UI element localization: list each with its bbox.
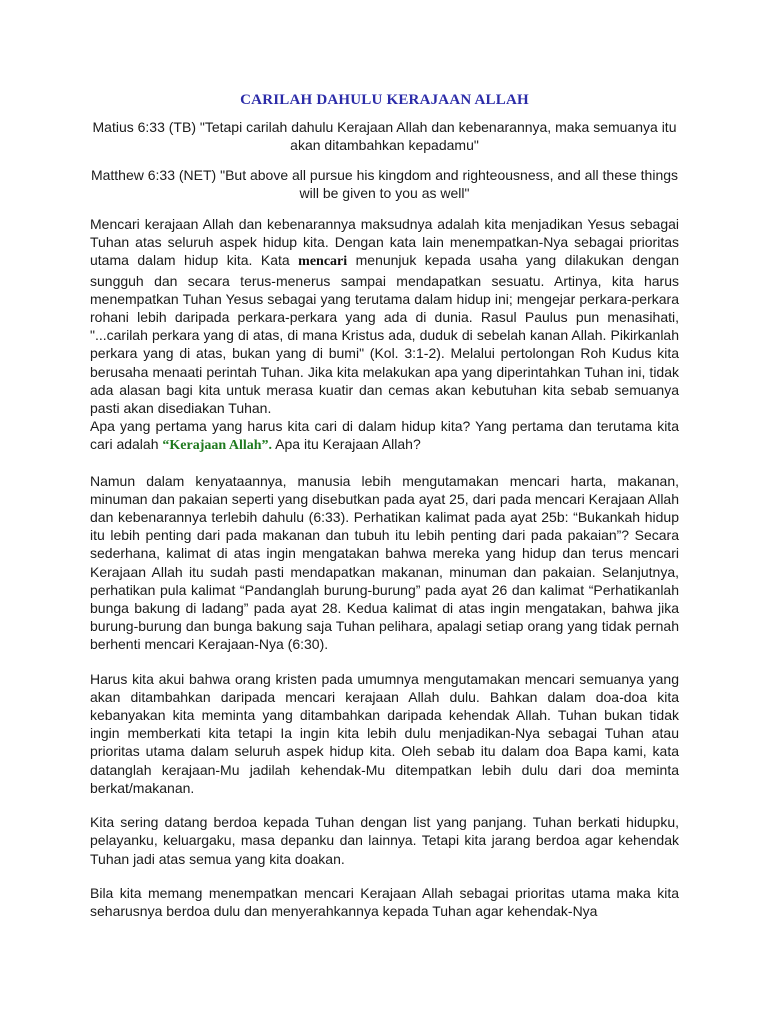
p2-text-b: Apa itu Kerajaan Allah? xyxy=(272,436,421,453)
paragraph-5: Kita sering datang berdoa kepada Tuhan dengan list yang panjang. Tuhan berkati hidupku, pelayanku, keluargaku, masa depanku dan lainnya. Tetapi kita jarang berdoa agar kehendak Tuhan jadi atas semua yang kita doakan. xyxy=(90,814,679,867)
paragraph-4: Harus kita akui bahwa orang kristen pada umumnya mengutamakan mencari semuanya yang akan ditambahkan daripada mencari kerajaan Allah dulu. Bahkan dalam doa-doa kita kebanyakan kita meminta yang ditambahkan daripada kehendak Allah. Tuhan bukan tidak ingin memberkati kita tetapi Ia ingin kita lebih dulu menjadikan-Nya sebagai Tuhan atau prioritas utama dalam seluruh aspek hidup kita. Oleh sebab itu dalam doa Bapa kami, kata datanglah kerajaan-Mu jadilah kehendak-Mu ditempatkan lebih dulu dari doa meminta berkat/makanan. xyxy=(90,670,679,796)
spacer xyxy=(90,797,679,813)
paragraph-6: Bila kita memang menempatkan mencari Kerajaan Allah sebagai prioritas utama maka kita seharusnya berdoa dulu dan menyerahkannya kepada Tuhan agar kehendak-Nya xyxy=(90,884,679,919)
paragraph-3: Namun dalam kenyataannya, manusia lebih mengutamakan mencari harta, makanan, minuman dan pakaian seperti yang disebutkan pada ayat 25, dari pada mencari Kerajaan Allah dan kebenarannya terlebih dahulu (6:33). Perhatikan kalimat pada ayat 25b: “Bukankah hidup itu lebih penting dari pada makanan dan tubuh itu lebih penting dari pada pakaian”? Secara sederhana, kalimat di atas ingin mengatakan bahwa mereka yang hidup dan terus mencari Kerajaan Allah itu sudah pasti mendapatkan makanan, minuman dan pakaian. Selanjutnya, perhatikan pula kalimat “Pandanglah burung-burung” pada ayat 26 dan kalimat “Perhatikanlah bunga bakung di ladang” pada ayat 28. Kedua kalimat di atas ingin mengatakan, bahwa jika burung-burung dan bunga bakung saja Tuhan pelihara, apalagi setiap orang yang tidak pernah berhenti mencari Kerajaan-Nya (6:30). xyxy=(90,472,679,653)
spacer xyxy=(90,654,679,670)
document-page xyxy=(90,92,679,920)
p1-text-b: menunjuk kepada usaha yang dilakukan dengan sungguh dan secara terus-menerus sampai mendapatkan sesuatu. Artinya, kita harus menempatkan Tuhan Yesus sebagai yang terutama dalam hidup ini; mengejar perkara-perkara rohani lebih daripada perkara-perkara yang ada di dunia. Rasul Paulus pun menasihati, "...carilah perkara yang di atas, di mana Kristus ada, duduk di sebelah kanan Allah. Pikirkanlah perkara yang di atas, bukan yang di bumi" (Kol. 3:1-2). Melalui pertolongan Roh Kudus kita berusaha menaati perintah Tuhan. Jika kita melakukan apa yang diperintahkan Tuhan ini, tidak ada alasan bagi kita untuk merasa kuatir dan cemas akan kebutuhan kita sebab semuanya pasti akan disediakan Tuhan. xyxy=(90,252,679,417)
spacer xyxy=(90,868,679,884)
paragraph-1 xyxy=(90,215,679,417)
p1-text-a: Mencari kerajaan Allah dan kebenarannya maksudnya adalah kita menjadikan Yesus sebagai Tuhan atas seluruh aspek hidup kita. Dengan kata lain menempatkan-Nya sebagai prioritas utama dalam hidup kita. Kata xyxy=(90,216,679,269)
paragraph-2 xyxy=(90,417,679,455)
spacer xyxy=(90,456,679,472)
p2-text-a: Apa yang pertama yang harus kita cari di dalam hidup kita? Yang pertama dan terutama kita cari adalah xyxy=(90,418,679,453)
emphasis-mencari: mencari xyxy=(298,254,348,270)
verse-tb: Matius 6:33 (TB) "Tetapi carilah dahulu Kerajaan Allah dan kebenarannya, maka semuanya itu akan ditambahkan kepadamu" xyxy=(92,119,677,153)
verse-net: Matthew 6:33 (NET) "But above all pursue his kingdom and righteousness, and all these things will be given to you as well" xyxy=(90,167,679,201)
emphasis-kerajaan-allah: “Kerajaan Allah”. xyxy=(162,438,273,454)
document-title: CARILAH DAHULU KERAJAAN ALLAH xyxy=(240,92,529,108)
